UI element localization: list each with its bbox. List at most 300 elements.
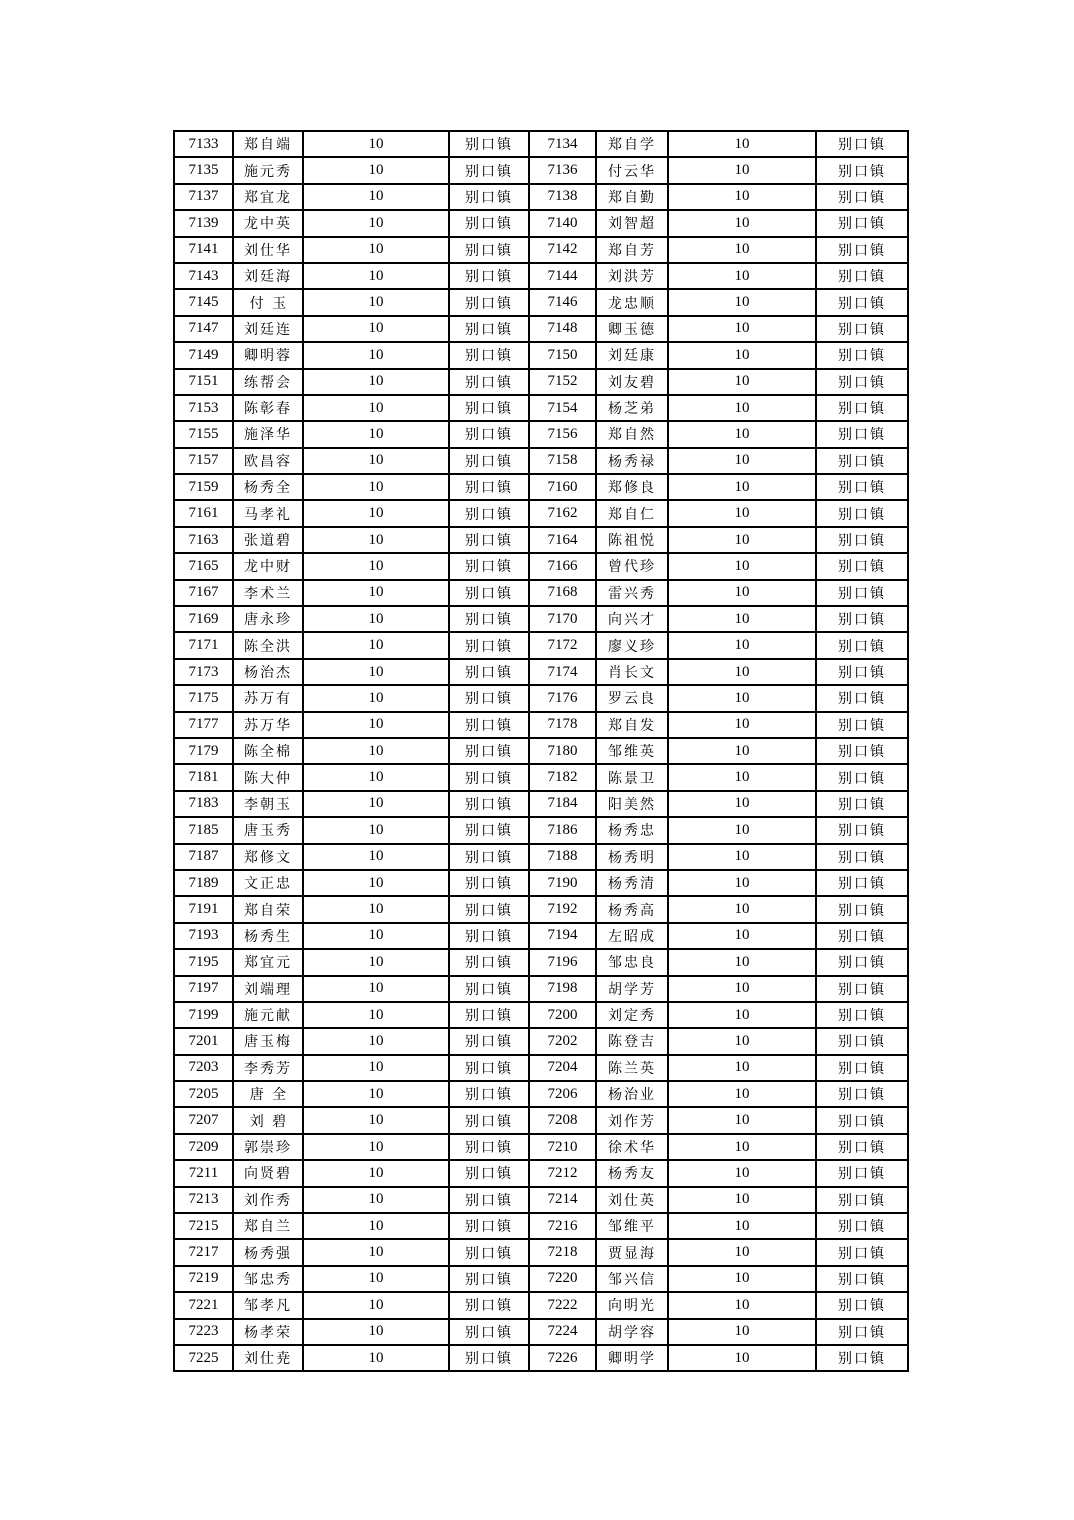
town-cell: 别口镇: [449, 421, 529, 447]
name-cell: 郑自学: [596, 131, 668, 157]
value-cell: 10: [668, 844, 816, 870]
town-cell: 别口镇: [816, 157, 908, 183]
table-row: [174, 1266, 908, 1292]
town-cell: 别口镇: [816, 237, 908, 263]
table-row: [174, 263, 908, 289]
id-cell: 7155: [174, 421, 233, 447]
town-cell: 别口镇: [816, 1002, 908, 1028]
name-cell: 杨秀忠: [596, 817, 668, 843]
value-cell: 10: [303, 395, 449, 421]
id-cell: 7163: [174, 527, 233, 553]
table-row: [174, 1055, 908, 1081]
value-cell: 10: [303, 685, 449, 711]
town-cell: 别口镇: [449, 131, 529, 157]
name-cell: 刘廷海: [233, 263, 303, 289]
town-cell: 别口镇: [816, 1239, 908, 1265]
table-row: [174, 500, 908, 526]
value-cell: 10: [668, 527, 816, 553]
id-cell: 7134: [529, 131, 596, 157]
town-cell: 别口镇: [816, 1160, 908, 1186]
id-cell: 7214: [529, 1187, 596, 1213]
id-cell: 7183: [174, 791, 233, 817]
id-cell: 7137: [174, 184, 233, 210]
table-row: [174, 685, 908, 711]
town-cell: 别口镇: [816, 1292, 908, 1318]
value-cell: 10: [303, 500, 449, 526]
id-cell: 7156: [529, 421, 596, 447]
value-cell: 10: [303, 210, 449, 236]
name-cell: 郑自荣: [233, 896, 303, 922]
table-row: [174, 157, 908, 183]
town-cell: 别口镇: [816, 712, 908, 738]
value-cell: 10: [668, 316, 816, 342]
id-cell: 7170: [529, 606, 596, 632]
name-cell: 郑自端: [233, 131, 303, 157]
value-cell: 10: [303, 632, 449, 658]
name-cell: 刘廷连: [233, 316, 303, 342]
town-cell: 别口镇: [449, 474, 529, 500]
town-cell: 别口镇: [449, 685, 529, 711]
roster-table-body: [174, 131, 908, 1371]
id-cell: 7223: [174, 1319, 233, 1345]
table-row: [174, 606, 908, 632]
id-cell: 7178: [529, 712, 596, 738]
id-cell: 7195: [174, 949, 233, 975]
value-cell: 10: [303, 844, 449, 870]
town-cell: 别口镇: [816, 184, 908, 210]
name-cell: 杨秀清: [596, 870, 668, 896]
name-cell: 李朝玉: [233, 791, 303, 817]
id-cell: 7140: [529, 210, 596, 236]
town-cell: 别口镇: [449, 1345, 529, 1371]
value-cell: 10: [668, 1081, 816, 1107]
id-cell: 7180: [529, 738, 596, 764]
table-row: [174, 1002, 908, 1028]
name-cell: 刘碧: [233, 1107, 303, 1133]
name-cell: 刘仕华: [233, 237, 303, 263]
id-cell: 7166: [529, 553, 596, 579]
town-cell: 别口镇: [449, 923, 529, 949]
name-cell: 邹维平: [596, 1213, 668, 1239]
value-cell: 10: [668, 474, 816, 500]
town-cell: 别口镇: [449, 976, 529, 1002]
value-cell: 10: [303, 580, 449, 606]
name-cell: 徐术华: [596, 1134, 668, 1160]
name-cell: 雷兴秀: [596, 580, 668, 606]
table-row: [174, 184, 908, 210]
value-cell: 10: [303, 1028, 449, 1054]
value-cell: 10: [668, 1292, 816, 1318]
id-cell: 7174: [529, 659, 596, 685]
table-row: [174, 553, 908, 579]
name-cell: 郑自芳: [596, 237, 668, 263]
name-cell: 唐玉梅: [233, 1028, 303, 1054]
id-cell: 7219: [174, 1266, 233, 1292]
town-cell: 别口镇: [449, 184, 529, 210]
name-cell: 杨秀生: [233, 923, 303, 949]
id-cell: 7176: [529, 685, 596, 711]
table-row: [174, 1081, 908, 1107]
id-cell: 7144: [529, 263, 596, 289]
name-cell: 向贤碧: [233, 1160, 303, 1186]
name-cell: 施泽华: [233, 421, 303, 447]
table-row: [174, 712, 908, 738]
table-row: [174, 791, 908, 817]
id-cell: 7141: [174, 237, 233, 263]
town-cell: 别口镇: [449, 844, 529, 870]
value-cell: 10: [668, 553, 816, 579]
name-cell: 付玉: [233, 289, 303, 315]
id-cell: 7158: [529, 448, 596, 474]
value-cell: 10: [668, 606, 816, 632]
table-row: [174, 1319, 908, 1345]
id-cell: 7169: [174, 606, 233, 632]
town-cell: 别口镇: [449, 712, 529, 738]
value-cell: 10: [668, 1213, 816, 1239]
table-row: [174, 976, 908, 1002]
town-cell: 别口镇: [449, 157, 529, 183]
value-cell: 10: [668, 157, 816, 183]
town-cell: 别口镇: [449, 1187, 529, 1213]
value-cell: 10: [303, 712, 449, 738]
town-cell: 别口镇: [816, 685, 908, 711]
id-cell: 7150: [529, 342, 596, 368]
name-cell: 邹忠秀: [233, 1266, 303, 1292]
name-cell: 陈彰春: [233, 395, 303, 421]
id-cell: 7226: [529, 1345, 596, 1371]
value-cell: 10: [303, 527, 449, 553]
value-cell: 10: [668, 448, 816, 474]
table-row: [174, 632, 908, 658]
id-cell: 7138: [529, 184, 596, 210]
town-cell: 别口镇: [816, 923, 908, 949]
name-cell: 向明光: [596, 1292, 668, 1318]
name-cell: 左昭成: [596, 923, 668, 949]
id-cell: 7217: [174, 1239, 233, 1265]
town-cell: 别口镇: [816, 1055, 908, 1081]
table-row: [174, 738, 908, 764]
town-cell: 别口镇: [816, 395, 908, 421]
name-cell: 刘作秀: [233, 1187, 303, 1213]
value-cell: 10: [303, 1081, 449, 1107]
table-row: [174, 1160, 908, 1186]
value-cell: 10: [303, 1134, 449, 1160]
value-cell: 10: [668, 632, 816, 658]
id-cell: 7179: [174, 738, 233, 764]
value-cell: 10: [668, 976, 816, 1002]
town-cell: 别口镇: [449, 1002, 529, 1028]
town-cell: 别口镇: [816, 527, 908, 553]
id-cell: 7147: [174, 316, 233, 342]
value-cell: 10: [303, 1002, 449, 1028]
town-cell: 别口镇: [449, 1028, 529, 1054]
table-row: [174, 289, 908, 315]
value-cell: 10: [303, 289, 449, 315]
town-cell: 别口镇: [449, 606, 529, 632]
table-row: [174, 817, 908, 843]
name-cell: 杨秀明: [596, 844, 668, 870]
value-cell: 10: [303, 369, 449, 395]
id-cell: 7165: [174, 553, 233, 579]
id-cell: 7153: [174, 395, 233, 421]
id-cell: 7215: [174, 1213, 233, 1239]
value-cell: 10: [303, 923, 449, 949]
town-cell: 别口镇: [816, 500, 908, 526]
table-row: [174, 764, 908, 790]
id-cell: 7188: [529, 844, 596, 870]
town-cell: 别口镇: [449, 527, 529, 553]
id-cell: 7164: [529, 527, 596, 553]
id-cell: 7213: [174, 1187, 233, 1213]
value-cell: 10: [668, 421, 816, 447]
value-cell: 10: [668, 923, 816, 949]
id-cell: 7206: [529, 1081, 596, 1107]
name-cell: 杨治杰: [233, 659, 303, 685]
value-cell: 10: [303, 342, 449, 368]
id-cell: 7177: [174, 712, 233, 738]
town-cell: 别口镇: [449, 1107, 529, 1133]
id-cell: 7185: [174, 817, 233, 843]
name-cell: 杨秀强: [233, 1239, 303, 1265]
table-row: [174, 527, 908, 553]
value-cell: 10: [668, 1002, 816, 1028]
name-cell: 刘端理: [233, 976, 303, 1002]
town-cell: 别口镇: [449, 316, 529, 342]
town-cell: 别口镇: [816, 949, 908, 975]
id-cell: 7136: [529, 157, 596, 183]
id-cell: 7161: [174, 500, 233, 526]
value-cell: 10: [303, 157, 449, 183]
town-cell: 别口镇: [816, 289, 908, 315]
town-cell: 别口镇: [816, 659, 908, 685]
name-cell: 陈全洪: [233, 632, 303, 658]
table-row: [174, 1107, 908, 1133]
name-cell: 杨孝荣: [233, 1319, 303, 1345]
value-cell: 10: [668, 184, 816, 210]
town-cell: 别口镇: [816, 738, 908, 764]
table-row: [174, 474, 908, 500]
name-cell: 龙中英: [233, 210, 303, 236]
name-cell: 郭崇珍: [233, 1134, 303, 1160]
name-cell: 刘智超: [596, 210, 668, 236]
value-cell: 10: [668, 1055, 816, 1081]
value-cell: 10: [668, 369, 816, 395]
value-cell: 10: [303, 316, 449, 342]
name-cell: 刘仕尭: [233, 1345, 303, 1371]
id-cell: 7187: [174, 844, 233, 870]
name-cell: 陈景卫: [596, 764, 668, 790]
town-cell: 别口镇: [449, 395, 529, 421]
table-row: [174, 1187, 908, 1213]
town-cell: 别口镇: [816, 580, 908, 606]
name-cell: 陈全棉: [233, 738, 303, 764]
town-cell: 别口镇: [816, 1266, 908, 1292]
town-cell: 别口镇: [816, 1345, 908, 1371]
id-cell: 7175: [174, 685, 233, 711]
table-row: [174, 369, 908, 395]
id-cell: 7218: [529, 1239, 596, 1265]
id-cell: 7199: [174, 1002, 233, 1028]
value-cell: 10: [668, 896, 816, 922]
name-cell: 邹忠良: [596, 949, 668, 975]
value-cell: 10: [668, 817, 816, 843]
value-cell: 10: [668, 131, 816, 157]
town-cell: 别口镇: [449, 500, 529, 526]
town-cell: 别口镇: [449, 1319, 529, 1345]
name-cell: 廖义珍: [596, 632, 668, 658]
name-cell: 陈兰英: [596, 1055, 668, 1081]
town-cell: 别口镇: [449, 659, 529, 685]
town-cell: 别口镇: [816, 421, 908, 447]
value-cell: 10: [668, 1345, 816, 1371]
town-cell: 别口镇: [449, 632, 529, 658]
value-cell: 10: [668, 263, 816, 289]
table-row: [174, 131, 908, 157]
name-cell: 文正忠: [233, 870, 303, 896]
name-cell: 郑自发: [596, 712, 668, 738]
name-cell: 李秀芳: [233, 1055, 303, 1081]
town-cell: 别口镇: [816, 553, 908, 579]
name-cell: 付云华: [596, 157, 668, 183]
town-cell: 别口镇: [816, 1213, 908, 1239]
value-cell: 10: [303, 1187, 449, 1213]
town-cell: 别口镇: [816, 474, 908, 500]
value-cell: 10: [303, 237, 449, 263]
id-cell: 7135: [174, 157, 233, 183]
name-cell: 胡学芳: [596, 976, 668, 1002]
town-cell: 别口镇: [449, 263, 529, 289]
town-cell: 别口镇: [449, 817, 529, 843]
id-cell: 7133: [174, 131, 233, 157]
value-cell: 10: [668, 580, 816, 606]
table-row: [174, 870, 908, 896]
name-cell: 杨治业: [596, 1081, 668, 1107]
id-cell: 7149: [174, 342, 233, 368]
name-cell: 刘仕英: [596, 1187, 668, 1213]
id-cell: 7205: [174, 1081, 233, 1107]
id-cell: 7220: [529, 1266, 596, 1292]
name-cell: 杨秀全: [233, 474, 303, 500]
table-row: [174, 210, 908, 236]
id-cell: 7145: [174, 289, 233, 315]
value-cell: 10: [668, 210, 816, 236]
id-cell: 7143: [174, 263, 233, 289]
id-cell: 7172: [529, 632, 596, 658]
id-cell: 7208: [529, 1107, 596, 1133]
value-cell: 10: [303, 1107, 449, 1133]
name-cell: 龙中财: [233, 553, 303, 579]
value-cell: 10: [303, 1055, 449, 1081]
name-cell: 刘定秀: [596, 1002, 668, 1028]
name-cell: 施元秀: [233, 157, 303, 183]
name-cell: 苏万有: [233, 685, 303, 711]
value-cell: 10: [668, 289, 816, 315]
id-cell: 7198: [529, 976, 596, 1002]
value-cell: 10: [668, 1266, 816, 1292]
table-row: [174, 844, 908, 870]
value-cell: 10: [668, 738, 816, 764]
town-cell: 别口镇: [449, 764, 529, 790]
table-row: [174, 1292, 908, 1318]
value-cell: 10: [303, 131, 449, 157]
value-cell: 10: [668, 1107, 816, 1133]
value-cell: 10: [303, 1160, 449, 1186]
town-cell: 别口镇: [449, 448, 529, 474]
id-cell: 7216: [529, 1213, 596, 1239]
town-cell: 别口镇: [816, 131, 908, 157]
value-cell: 10: [303, 606, 449, 632]
value-cell: 10: [668, 500, 816, 526]
id-cell: 7190: [529, 870, 596, 896]
name-cell: 邹兴信: [596, 1266, 668, 1292]
name-cell: 欧昌容: [233, 448, 303, 474]
value-cell: 10: [303, 870, 449, 896]
table-row: [174, 342, 908, 368]
town-cell: 别口镇: [449, 210, 529, 236]
town-cell: 别口镇: [816, 896, 908, 922]
value-cell: 10: [668, 1239, 816, 1265]
table-row: [174, 1239, 908, 1265]
value-cell: 10: [668, 395, 816, 421]
id-cell: 7210: [529, 1134, 596, 1160]
town-cell: 别口镇: [816, 342, 908, 368]
name-cell: 苏万华: [233, 712, 303, 738]
value-cell: 10: [303, 448, 449, 474]
town-cell: 别口镇: [816, 1134, 908, 1160]
id-cell: 7168: [529, 580, 596, 606]
name-cell: 杨秀禄: [596, 448, 668, 474]
name-cell: 阳美然: [596, 791, 668, 817]
town-cell: 别口镇: [816, 817, 908, 843]
town-cell: 别口镇: [816, 1028, 908, 1054]
town-cell: 别口镇: [449, 1081, 529, 1107]
id-cell: 7182: [529, 764, 596, 790]
name-cell: 杨秀友: [596, 1160, 668, 1186]
value-cell: 10: [303, 659, 449, 685]
town-cell: 别口镇: [816, 1187, 908, 1213]
table-row: [174, 448, 908, 474]
name-cell: 唐全: [233, 1081, 303, 1107]
name-cell: 卿明蓉: [233, 342, 303, 368]
id-cell: 7167: [174, 580, 233, 606]
town-cell: 别口镇: [449, 553, 529, 579]
name-cell: 罗云良: [596, 685, 668, 711]
id-cell: 7197: [174, 976, 233, 1002]
name-cell: 肖长文: [596, 659, 668, 685]
id-cell: 7194: [529, 923, 596, 949]
value-cell: 10: [303, 553, 449, 579]
table-row: [174, 659, 908, 685]
table-row: [174, 580, 908, 606]
value-cell: 10: [668, 870, 816, 896]
value-cell: 10: [303, 791, 449, 817]
town-cell: 别口镇: [816, 844, 908, 870]
id-cell: 7200: [529, 1002, 596, 1028]
name-cell: 龙忠顺: [596, 289, 668, 315]
id-cell: 7171: [174, 632, 233, 658]
id-cell: 7222: [529, 1292, 596, 1318]
value-cell: 10: [303, 1239, 449, 1265]
name-cell: 向兴才: [596, 606, 668, 632]
value-cell: 10: [668, 764, 816, 790]
value-cell: 10: [303, 1266, 449, 1292]
town-cell: 别口镇: [816, 791, 908, 817]
town-cell: 别口镇: [449, 580, 529, 606]
name-cell: 郑修文: [233, 844, 303, 870]
name-cell: 郑自仁: [596, 500, 668, 526]
value-cell: 10: [668, 1160, 816, 1186]
table-row: [174, 395, 908, 421]
